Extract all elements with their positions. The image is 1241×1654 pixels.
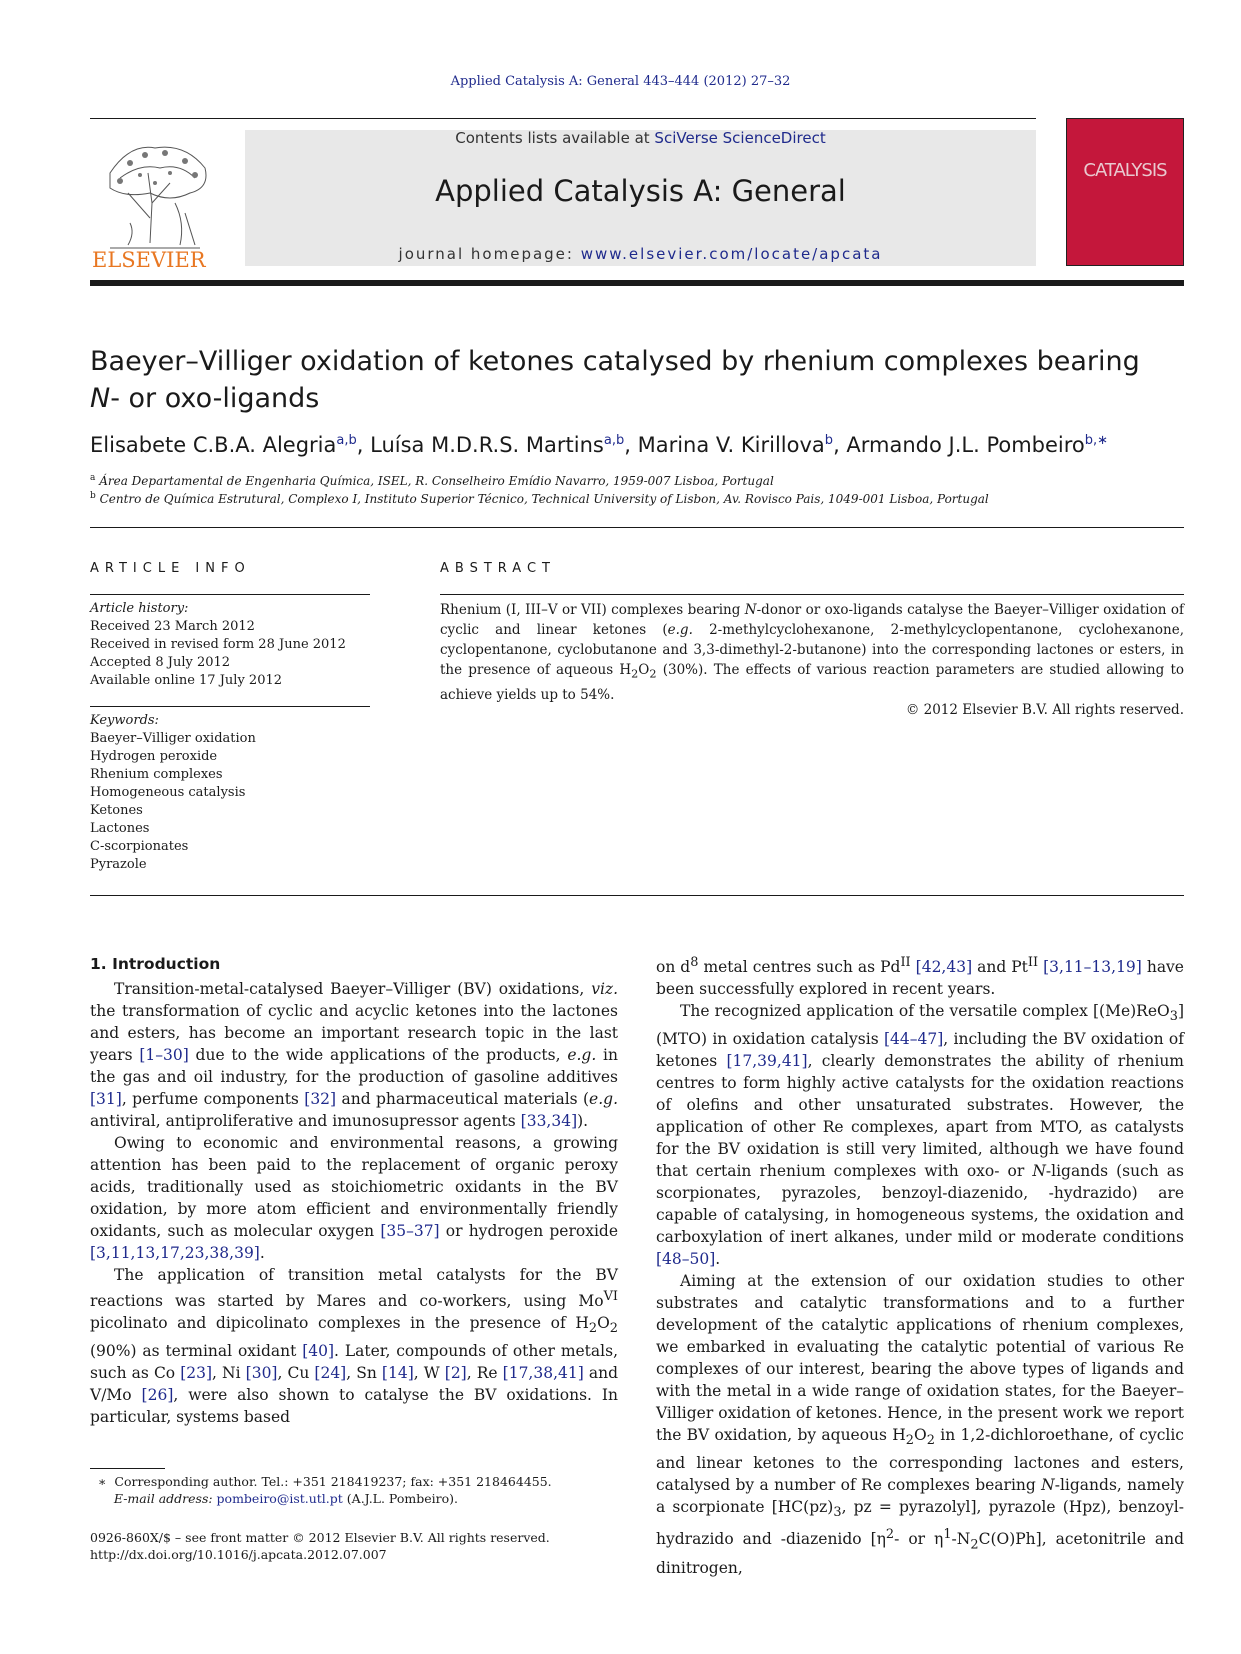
doi-link[interactable]: http://dx.doi.org/10.1016/j.apcata.2012.07.007 [90, 1547, 387, 1562]
keyword: Pyrazole [90, 857, 147, 872]
author-list: Elisabete C.B.A. Alegria$^{a,b}$, Luísa M.D.R.S. Martins$^{a,b}$, Marina V. Kirillova$^b$, Armando J.L. Pombeiro$^{b,∗}$ [90, 433, 1109, 457]
history-item: Available online 17 July 2012 [90, 673, 283, 688]
cover-title: CATALYSIS [1083, 160, 1167, 181]
header-thick-rule [90, 280, 1184, 286]
sciencedirect-link[interactable]: SciVerse ScienceDirect [654, 129, 826, 147]
email-suffix: (A.J.L. Pombeiro). [342, 1491, 458, 1506]
elsevier-wordmark: ELSEVIER [92, 248, 206, 272]
divider [90, 527, 1184, 528]
keyword: Baeyer–Villiger oxidation [90, 731, 256, 746]
paragraph: The recognized application of the versatile complex [(Me)ReO$_3$] (MTO) in oxidation catalysis [44–47], including the BV oxidation of ketones [17,39,41], clearly demonstrates the ability of rhenium centres to form highly active catalysts for the oxidation reactions of olefins and other unsaturated substrates. However, the application of other Re complexes, apart from MTO, as catalysts for the BV oxidation is still very limited, although we have found that certain rhenium complexes with oxo- or N-ligands (such as scorpionates, pyrazoles, benzoyl-diazenido, -hydrazido) are capable of catalysing, in homogeneous systems, the oxidation and carboxylation of inert alkanes, under mild or moderate conditions [48–50]. [656, 1002, 1185, 1269]
author-name[interactable]: Armando J.L. Pombeiro [846, 433, 1085, 457]
affiliation-b-text: Centro de Química Estrutural, Complexo I, Instituto Superior Técnico, Technical University of Lisbon, Av. Rovisco Pais, 1049-001 Lisboa, Portugal [99, 492, 989, 506]
keyword: Hydrogen peroxide [90, 749, 218, 764]
journal-reference[interactable]: Applied Catalysis A: General 443–444 (2012) 27–32 [450, 74, 791, 89]
top-rule [90, 118, 1036, 119]
keyword: Homogeneous catalysis [90, 785, 246, 800]
corresponding-author-note: ∗ Corresponding author. Tel.: +351 218419237; fax: +351 218464455. [90, 1474, 552, 1489]
article-history [90, 600, 380, 690]
keyword: Ketones [90, 803, 143, 818]
divider [90, 594, 370, 595]
contents-line [245, 129, 1036, 147]
title-italic-n: N [90, 383, 111, 414]
divider [440, 594, 1184, 595]
keyword: Lactones [90, 821, 150, 836]
corresponding-text: Corresponding author. Tel.: +351 218419237; fax: +351 218464455. [114, 1474, 552, 1489]
paragraph: The application of transition metal catalysts for the BV reactions was started by Mares and co-workers, using $Mo^{VI}$ picolinato and dipicolinato complexes in the presence of $H_2O_2$ (90%) as terminal oxidant [40]. Later, compounds of other metals, such as Co [23], Ni [30], Cu [24], Sn [14], W [2], Re [17,38,41] and V/Mo [26], were also shown to catalyse the BV oxidations. In particular, systems based [90, 1266, 619, 1427]
body-column-left [90, 952, 618, 1428]
history-item: Accepted 8 July 2012 [90, 655, 231, 670]
author-name[interactable]: Luísa M.D.R.S. Martins [370, 433, 604, 457]
abstract-copyright: © 2012 Elsevier B.V. All rights reserved. [905, 702, 1184, 718]
journal-title: Applied Catalysis A: General [435, 174, 846, 208]
paragraph: Owing to economic and environmental reasons, a growing attention has been paid to the replacement of organic peroxy acids, traditionally used as stoichiometric oxidants in the BV oxidation, by more atom efficient and environmentally friendly oxidants, such as molecular oxygen [35–37] or hydrogen peroxide [3,11,13,17,23,38,39]. [90, 1134, 618, 1262]
contents-prefix: Contents lists available at [455, 129, 655, 147]
author-name[interactable]: Marina V. Kirillova [637, 433, 825, 457]
article-info-heading: ARTICLE INFO [90, 561, 251, 576]
journal-cover-thumbnail[interactable] [1066, 118, 1184, 266]
paragraph: on $d^8$ metal centres such as $Pd^{II}$ [42,43] and $Pt^{II}$ [3,11–13,19] have been successfully explored in recent years. [656, 955, 1184, 999]
keywords [90, 712, 380, 874]
email-label: E-mail address: [113, 1491, 217, 1506]
divider [90, 895, 1184, 896]
abstract-heading: ABSTRACT [440, 561, 556, 576]
issn-line: 0926-860X/$ – see front matter © 2012 Elsevier B.V. All rights reserved. [90, 1530, 550, 1545]
affiliation-a: $^a$ Área Departamental de Engenharia Química, ISEL, R. Conselheiro Emídio Navarro, 1959-007 Lisboa, Portugal [90, 473, 774, 488]
affiliation-a-text: Área Departamental de Engenharia Química, ISEL, R. Conselheiro Emídio Navarro, 1959-007 Lisboa, Portugal [99, 474, 774, 488]
author-affil-sup[interactable]: b [824, 433, 834, 448]
author-affil-sup[interactable]: a,b [603, 433, 625, 448]
email-note [90, 1490, 650, 1508]
homepage-link[interactable]: www.elsevier.com/locate/apcata [580, 245, 883, 263]
title-line-2: - or oxo-ligands [110, 383, 320, 414]
history-item: Received in revised form 28 June 2012 [90, 637, 346, 652]
article-title [90, 343, 1190, 417]
abstract-text: Rhenium (I, III–V or VII) complexes bearing N-donor or oxo-ligands catalyse the Baeyer–Villiger oxidation of cyclic and linear ketones (e.g. 2-methylcyclohexanone, 2-methylcyclopentanone, cyclohexanone, cyclopentanone, cyclobutanone and 3,3-dimethyl-2-butanone) into the corresponding lactones or esters, in the presence of aqueous $H_2O_2$ (30%). The effects of various reaction parameters are studied allowing to achieve yields up to 54%. [440, 602, 1184, 703]
footnote-rule [90, 1468, 165, 1469]
paragraph: Aiming at the extension of our oxidation studies to other substrates and catalytic transformations and to a further development of the catalytic applications of rhenium complexes, we embarked in evaluating the catalytic potential of various Re complexes of our interest, bearing the above types of ligands and with the metal in a wide range of oxidation states, for the Baeyer–Villiger oxidation of ketones. Hence, in the present work we report the BV oxidation, by aqueous $H_2O_2$ in 1,2-dichloroethane, of cyclic and linear ketones to the corresponding lactones and esters, catalysed by a number of Re complexes bearing N-ligands, namely a scorpionate [$HC(pz)_3$, pz = pyrazolyl], pyrazole (Hpz), benzoyl-hydrazido and -diazenido [$\eta^2-$ or $\eta^1-N_2C(O)Ph$], acetonitrile and dinitrogen, [656, 1272, 1184, 1577]
author-affil-sup[interactable]: a,b [336, 433, 357, 448]
history-label: Article history: [90, 601, 189, 616]
affiliation-b: $^b$ Centro de Química Estrutural, Complexo I, Instituto Superior Técnico, Technical University of Lisbon, Av. Rovisco Pais, 1049-001 Lisboa, Portugal [90, 491, 989, 506]
paragraph: Transition-metal-catalysed Baeyer–Villiger (BV) oxidations, viz. the transformation of cyclic and acyclic ketones into the lactones and esters, has become an important research topic in the last years [1–30] due to the wide applications of the products, e.g. in the gas and oil industry, for the production of gasoline additives [31], perfume components [32] and pharmaceutical materials (e.g. antiviral, antiproliferative and imunosupressor agents [33,34]). [90, 980, 619, 1130]
email-link[interactable]: pombeiro@ist.utl.pt [216, 1491, 343, 1506]
history-item: Received 23 March 2012 [90, 619, 255, 634]
author-name[interactable]: Elisabete C.B.A. Alegria [90, 433, 337, 457]
keyword: Rhenium complexes [90, 767, 223, 782]
title-line-1: Baeyer–Villiger oxidation of ketones catalysed by rhenium complexes bearing [90, 346, 1140, 377]
intro-heading: 1. Introduction [90, 955, 221, 973]
keywords-label: Keywords: [90, 713, 159, 728]
author-affil-sup[interactable]: b,∗ [1084, 433, 1109, 448]
divider [90, 706, 370, 707]
homepage-prefix: journal homepage: [398, 245, 581, 263]
keyword: C-scorpionates [90, 839, 189, 854]
homepage-line [245, 245, 1036, 263]
body-column-right [656, 952, 1184, 1579]
